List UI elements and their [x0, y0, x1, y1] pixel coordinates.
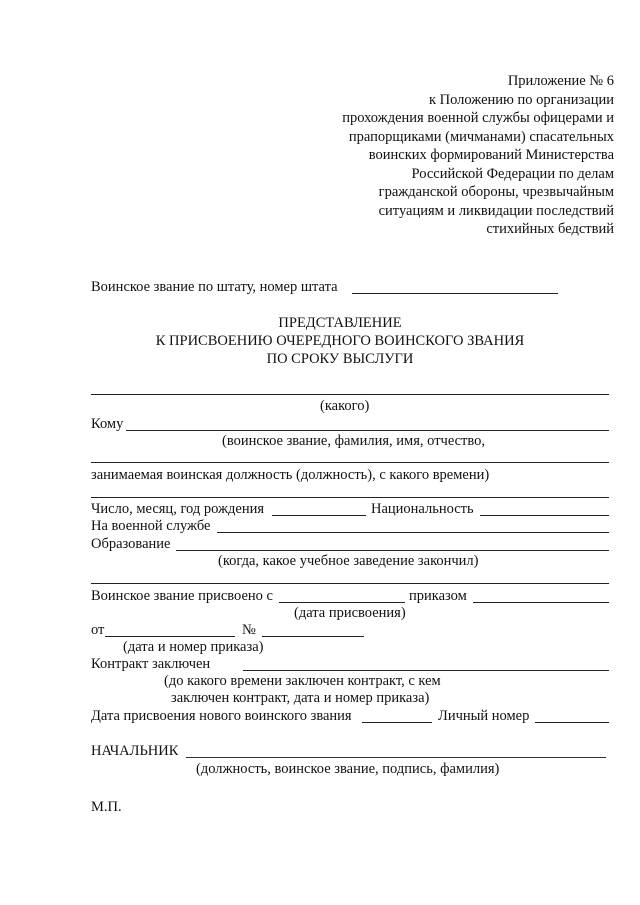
- contract-hint-1: (до какого времени заключен контракт, с кем: [164, 673, 441, 689]
- rank-assigned-label: Воинское звание присвоено с: [91, 588, 273, 604]
- recipient-hint: (воинское звание, фамилия, имя, отчество,: [222, 433, 486, 449]
- education-field[interactable]: [176, 550, 609, 551]
- chief-label: НАЧАЛЬНИК: [91, 743, 179, 759]
- birth-date-field[interactable]: [272, 515, 366, 516]
- order-from-label: от: [91, 622, 105, 638]
- contract-hint-2: заключен контракт, дата и номер приказа): [171, 690, 430, 706]
- staff-rank-field[interactable]: [352, 293, 558, 294]
- birth-date-label: Число, месяц, год рождения: [91, 501, 265, 517]
- new-rank-date-label: Дата присвоения нового воинского звания: [91, 708, 352, 724]
- appendix-line: Приложение № 6: [507, 73, 614, 89]
- assign-date-hint: (дата присвоения): [294, 605, 406, 621]
- order-date-field[interactable]: [105, 636, 235, 637]
- appendix-line: ситуациям и ликвидации последствий: [378, 202, 614, 219]
- recipient-label: Кому: [91, 416, 124, 432]
- order-field[interactable]: [473, 602, 609, 603]
- education-label: Образование: [91, 536, 171, 552]
- document-title-line-1: ПРЕДСТАВЛЕНИЕ: [278, 315, 402, 331]
- personal-number-label: Личный номер: [438, 708, 530, 724]
- new-rank-date-field[interactable]: [362, 722, 432, 723]
- appendix-line: воинских формирований Министерства: [368, 147, 614, 163]
- position-field[interactable]: [91, 462, 609, 463]
- document-title-line-3: ПО СРОКУ ВЫСЛУГИ: [266, 351, 414, 367]
- rank-kind-field[interactable]: [91, 394, 609, 395]
- document-title-line-2: К ПРИСВОЕНИЮ ОЧЕРЕДНОГО ВОИНСКОГО ЗВАНИЯ: [155, 333, 525, 349]
- contract-field[interactable]: [243, 670, 609, 671]
- education-hint: (когда, какое учебное заведение закончил): [218, 553, 479, 569]
- appendix-line: Российской Федерации по делам: [411, 165, 614, 182]
- appendix-header: [342, 72, 614, 239]
- rank-assigned-date-field[interactable]: [279, 602, 405, 603]
- position-field-continued[interactable]: [91, 497, 609, 498]
- recipient-field[interactable]: [126, 430, 609, 431]
- staff-rank-label: Воинское звание по штату, номер штата: [91, 279, 338, 295]
- appendix-line: стихийных бедствий: [486, 221, 614, 237]
- order-number-label: №: [242, 622, 256, 638]
- appendix-line: прапорщиками (мичманами) спасательных: [348, 128, 614, 145]
- seal-label: М.П.: [91, 799, 122, 815]
- contract-label: Контракт заключен: [91, 656, 211, 672]
- appendix-line: гражданской обороны, чрезвычайным: [378, 184, 614, 200]
- chief-hint: (должность, воинское звание, подпись, фамилия): [196, 761, 500, 777]
- appendix-line: прохождения военной службы офицерами и: [342, 110, 614, 126]
- service-label: На военной службе: [91, 518, 211, 534]
- service-field[interactable]: [217, 532, 609, 533]
- nationality-field[interactable]: [480, 515, 609, 516]
- chief-field[interactable]: [186, 757, 606, 758]
- position-hint: занимаемая воинская должность (должность), с какого времени): [91, 467, 490, 483]
- education-field-continued[interactable]: [91, 583, 609, 584]
- personal-number-field[interactable]: [535, 722, 609, 723]
- rank-kind-hint: (какого): [320, 398, 370, 414]
- appendix-line: к Положению по организации: [428, 91, 614, 108]
- order-number-field[interactable]: [262, 636, 364, 637]
- order-label: приказом: [409, 588, 467, 604]
- order-hint: (дата и номер приказа): [123, 639, 264, 655]
- nationality-label: Национальность: [371, 501, 474, 517]
